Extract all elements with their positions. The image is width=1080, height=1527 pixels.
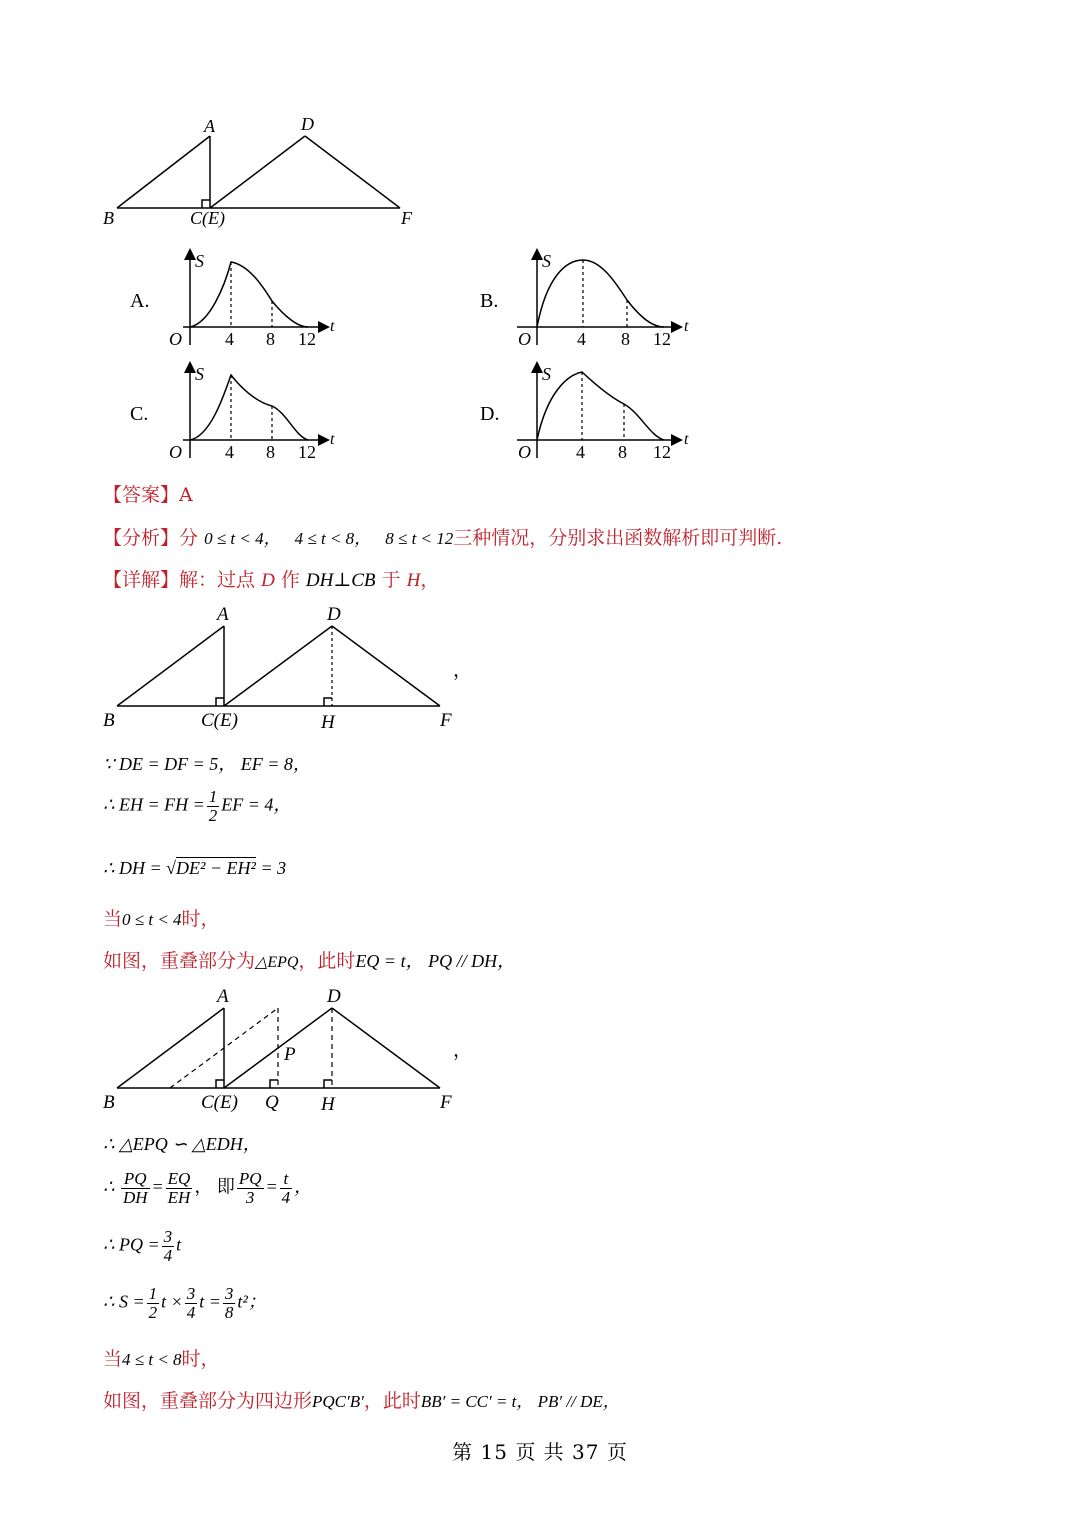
frac-pq-3 [237, 1170, 264, 1207]
case1-desc-b: ，此时 [298, 950, 356, 972]
case-range-1: 0 ≤ t < 4， [204, 529, 281, 548]
area-t3: t²； [237, 1291, 266, 1312]
case2-range: 4 ≤ t < 8 [122, 1350, 182, 1369]
frac-num: EQ [167, 1169, 191, 1188]
frac-t-4 [280, 1170, 293, 1207]
frac-3-8 [223, 1285, 236, 1322]
frac-eq-eh [166, 1170, 193, 1207]
case1-range: 0 ≤ t < 4 [122, 910, 182, 929]
graph-option-d [512, 358, 697, 468]
detail-end: ， [420, 569, 440, 591]
frac-num: t [280, 1170, 293, 1189]
fraction-half [207, 788, 220, 825]
perp-symbol: ⊥ [333, 569, 352, 591]
label-B: B [103, 1092, 115, 1113]
step-eh [103, 788, 291, 825]
analysis-line [103, 523, 782, 550]
tick-4: 4 [225, 329, 234, 349]
detail-dh: DH [305, 570, 334, 591]
detail-d: D [261, 570, 275, 591]
origin: O [169, 329, 182, 349]
frac-pq-dh [121, 1170, 150, 1207]
detail-text: 解：过点 [179, 569, 256, 591]
step-dh [103, 858, 286, 879]
frac-den: 4 [163, 1245, 173, 1265]
graph-option-c [165, 358, 345, 468]
label-Q: Q [265, 1092, 279, 1113]
frac-den: 4 [186, 1302, 196, 1322]
step-given: ∵ DE = DF = 5， EF = 8， [103, 754, 311, 774]
frac-3-4b [185, 1285, 198, 1322]
label-CE: C(E) [201, 1092, 238, 1113]
axis-t: t [330, 318, 335, 335]
label-A: A [217, 604, 229, 625]
tick-12: 12 [298, 329, 316, 349]
step-eh-a: ∴ EH = FH = [103, 794, 205, 815]
case2-shi: 时， [181, 1348, 220, 1370]
detail-line [103, 565, 439, 592]
end-comma: ， [294, 1176, 313, 1197]
option-c-label[interactable]: C. [130, 403, 149, 425]
label-B: B [103, 208, 114, 228]
case1-when: 当 [103, 908, 123, 930]
equals: = [151, 1176, 164, 1197]
origin: O [518, 442, 531, 462]
label-A: A [204, 116, 215, 136]
tick-4: 4 [576, 442, 585, 462]
case2-when: 当 [103, 1348, 123, 1370]
label-F: F [401, 208, 412, 228]
tick-4: 4 [225, 442, 234, 462]
case2-desc-a: 如图，重叠部分为四边形 [103, 1390, 313, 1412]
analysis-bracket: 【分析】 [103, 527, 180, 549]
label-D: D [301, 114, 314, 134]
label-H: H [321, 712, 335, 733]
axis-t: t [684, 431, 689, 448]
frac-num: 1 [148, 1284, 158, 1303]
triangle-figure-1 [95, 110, 435, 235]
tick-12: 12 [653, 442, 671, 462]
detail-h: H [406, 570, 421, 591]
case2-desc [103, 1386, 620, 1413]
option-a-label[interactable]: A. [130, 290, 150, 312]
case1-desc-a: 如图，重叠部分为 [103, 950, 256, 972]
tick-12: 12 [653, 329, 671, 349]
label-F: F [440, 710, 452, 731]
frac-den: 3 [245, 1187, 255, 1207]
case2-desc-b: ，此时 [363, 1390, 421, 1412]
frac-num: 3 [224, 1284, 234, 1303]
answer-bracket: 【答案】 [103, 484, 180, 506]
frac-3-4 [162, 1228, 175, 1265]
axis-t: t [684, 318, 689, 335]
triangle-figure-2 [95, 598, 475, 738]
area-a: ∴ S = [103, 1291, 145, 1312]
sqrt-symbol: √ [166, 858, 176, 878]
label-CE: C(E) [201, 710, 238, 731]
axis-s: S [195, 251, 204, 271]
equals: = [265, 1176, 278, 1197]
pq-t: t [176, 1234, 182, 1255]
option-d-label[interactable]: D. [480, 403, 500, 425]
axis-s: S [195, 364, 204, 384]
step-similar: ∴ △EPQ ∽ △EDH， [103, 1134, 261, 1154]
frac-num: PQ [121, 1170, 150, 1189]
axis-t: t [330, 431, 335, 448]
case2-line [103, 1344, 220, 1371]
frac-num: 3 [186, 1284, 196, 1303]
origin: O [169, 442, 182, 462]
tick-8: 8 [266, 329, 275, 349]
case-range-2: 4 ≤ t < 8， [294, 529, 372, 548]
case1-line [103, 904, 220, 931]
answer-line [103, 480, 193, 507]
tick-12: 12 [298, 442, 316, 462]
frac-den: 2 [208, 805, 218, 825]
area-t1: t × [161, 1291, 183, 1312]
detail-cb: CB [351, 570, 376, 591]
detail-yu: 于 [381, 569, 401, 591]
trailing-comma: ， [453, 660, 473, 681]
label-H: H [321, 1094, 335, 1115]
option-b-label[interactable]: B. [480, 290, 499, 312]
step-pq [103, 1228, 181, 1265]
step-ratio [103, 1170, 312, 1207]
case1-desc [103, 946, 515, 973]
therefore: ∴ [103, 1176, 115, 1197]
step-area [103, 1285, 266, 1322]
frac-num: PQ [238, 1169, 262, 1188]
triangle-figure-3 [95, 982, 475, 1122]
frac-den: 4 [281, 1187, 291, 1207]
origin: O [518, 329, 531, 349]
tick-8: 8 [266, 442, 275, 462]
label-A: A [217, 986, 229, 1007]
frac-den: 2 [148, 1302, 158, 1322]
tick-8: 8 [618, 442, 627, 462]
case2-desc-c: BB′ = CC′ = t， PB′ // DE， [420, 1392, 620, 1411]
step-dh-b: = 3 [260, 858, 287, 878]
axis-s: S [542, 364, 551, 384]
trailing-comma: ， [453, 1040, 473, 1061]
frac-1-2 [147, 1285, 160, 1322]
sqrt-radicand: DE² − EH² [176, 858, 256, 878]
tick-4: 4 [577, 329, 586, 349]
frac-den: DH [122, 1187, 148, 1207]
case1-shi: 时， [181, 908, 220, 930]
label-CE: C(E) [190, 208, 225, 228]
tick-8: 8 [621, 329, 630, 349]
case1-triangle: △EPQ [255, 954, 299, 971]
axis-s: S [542, 251, 551, 271]
answer-value: A [179, 484, 193, 506]
label-P: P [284, 1044, 296, 1065]
area-t2: t = [199, 1291, 221, 1312]
case1-desc-c: EQ = t， PQ // DH， [355, 951, 516, 971]
label-D: D [327, 986, 341, 1007]
frac-num: 1 [208, 787, 218, 806]
detail-bracket: 【详解】 [103, 569, 180, 591]
analysis-text-2: 三种情况，分别求出函数解析即可判断. [453, 527, 783, 549]
graph-option-b [512, 245, 697, 355]
page-footer: 第 15 页 共 37 页 [452, 1440, 628, 1464]
frac-den: 8 [224, 1302, 234, 1322]
graph-option-a [165, 245, 345, 355]
detail-zuo: 作 [280, 569, 300, 591]
frac-num: 3 [163, 1227, 173, 1246]
case2-quad: PQC′B′ [312, 1392, 364, 1411]
label-F: F [440, 1092, 452, 1113]
analysis-text: 分 [179, 527, 199, 549]
pq-a: ∴ PQ = [103, 1234, 160, 1255]
label-D: D [327, 604, 341, 625]
ji-text: ， 即 [194, 1176, 235, 1197]
step-dh-a: ∴ DH = [103, 858, 162, 878]
case-range-3: 8 ≤ t < 12 [385, 529, 454, 548]
frac-den: EH [167, 1187, 191, 1207]
step-eh-b: EF = 4， [221, 794, 292, 815]
label-B: B [103, 710, 115, 731]
